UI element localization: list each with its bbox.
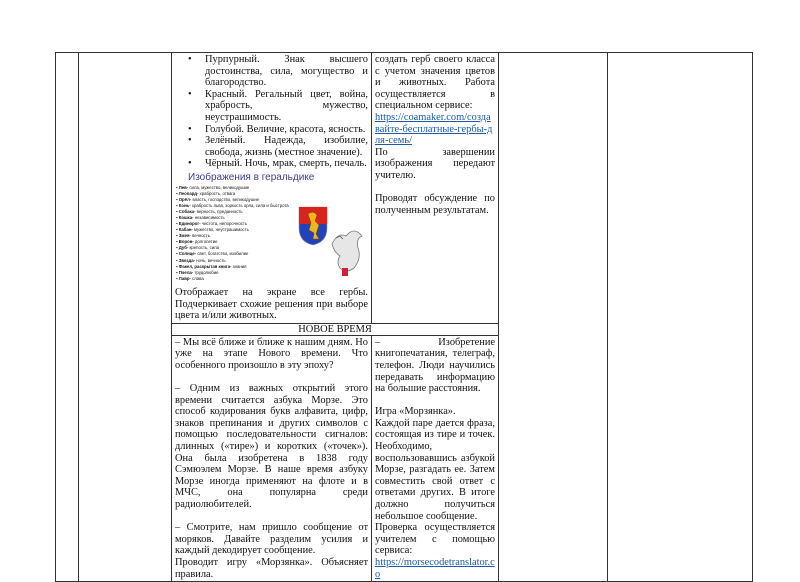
heraldry-list — [176, 185, 289, 282]
student-task-text: создать герб своего класса с учетом значения цветов и животных. Работа осуществляется в специальном сервисе: — [375, 54, 495, 112]
empty-cell — [608, 53, 753, 582]
heraldry-item-meaning: верность, преданность — [195, 209, 243, 215]
student-answer: – Изобретение книгопечатания, телеграф, телефон. Люди научились передавать информацию на большие расстояния. — [375, 336, 495, 395]
heraldry-item-name: Звезда- — [178, 257, 196, 263]
heraldry-item-name: Единорог- — [178, 221, 201, 227]
list-item: • Зелёный. Надежда, изобилие, свобода, жизнь (местное значение). — [205, 135, 368, 158]
lesson-plan-table — [55, 52, 753, 582]
heraldry-item-meaning: слава — [190, 275, 204, 281]
empty-cell — [56, 53, 79, 582]
list-item: • Голубой. Величие, красота, ясность. — [205, 124, 368, 136]
list-item: • Пурпурный. Знак высшего достоинства, сила, могущество и благородство. — [205, 54, 368, 89]
heraldry-item-name: Солнце- — [178, 251, 197, 257]
heraldry-item-meaning: сила, мужество, великодушие — [188, 184, 250, 190]
griffin-icon — [328, 224, 364, 281]
heraldry-item-meaning: независимость — [193, 215, 225, 221]
heraldry-item-name: Дуб- — [178, 245, 189, 251]
teacher-action-text: Отображает на экране все гербы. Подчеркивает схожие решения при выборе цвета и/или животных. — [175, 286, 368, 322]
teacher-action-text: Проводит игру «Морзянка». Объясняет правила. — [175, 557, 368, 580]
heraldry-item-meaning: крепость, сила — [188, 245, 220, 251]
empty-cell — [499, 53, 608, 582]
heraldry-item-meaning: трудолюбие — [193, 269, 219, 275]
heraldry-item-meaning: власть, господство, великодушие — [191, 197, 260, 203]
teacher-cell-bottom — [172, 335, 372, 581]
heraldry-item-name: Лев- — [178, 184, 189, 190]
heraldry-title: Изображения в геральдике — [188, 171, 315, 183]
heraldry-item — [176, 276, 289, 282]
coat-of-arms-icon — [298, 206, 328, 246]
game-rules: Каждой паре дается фраза, состоящая из тире и точек. Необходимо, воспользовавшись азбукой Морзе, разгадать ее. Затем совместить свой ответ с ответами других. В итоге должно получиться небольшое сообщение. — [375, 417, 495, 522]
activity-cell-colors — [172, 53, 372, 324]
heraldry-item-meaning: храбрость, отвага — [198, 190, 236, 196]
teacher-speech: – Мы всё ближе и ближе к нашим дням. Но уже на этапе Нового времени. Что особенного произошло в эту эпоху? — [175, 336, 368, 371]
table-row — [56, 53, 753, 324]
teacher-speech: – Смотрите, нам пришло сообщение от моряков. Давайте разделим усилия и каждый декодирует сообщение. — [175, 522, 368, 557]
heraldry-item-meaning: мужество, неустрашимость — [192, 227, 249, 233]
heraldry-item-meaning: знания — [231, 263, 247, 269]
heraldry-item-name: Кошка- — [178, 215, 194, 221]
heraldry-item-meaning: долголетие — [193, 239, 218, 245]
game-title: Игра «Морзянка». — [375, 406, 456, 418]
color-meaning-list — [175, 54, 368, 170]
heraldry-item-name: Конь- — [178, 203, 191, 209]
heraldry-item-meaning: вечность — [190, 233, 210, 239]
heraldry-item-name: Змея- — [178, 233, 191, 239]
heraldry-item-meaning: чистота, непорочность — [200, 221, 248, 227]
heraldry-item-name: Лавр- — [178, 275, 191, 281]
heraldry-item-name: Кабан- — [178, 227, 193, 233]
heraldry-item-meaning: свет, богатство, изобилие — [196, 251, 249, 257]
heraldry-item-name: Факел, раскрытая книга- — [178, 263, 232, 269]
empty-cell — [79, 53, 172, 582]
heraldry-item-name: Пчела- — [178, 269, 194, 275]
heraldry-image — [176, 172, 366, 286]
coamaker-link[interactable]: https://coamaker.com/создавайте-бесплатные-гербы-для-семь/ — [375, 111, 493, 147]
heraldry-item-name: Собака- — [178, 209, 196, 215]
check-text: Проверка осуществляется учителем с помощью сервиса: — [375, 522, 495, 557]
heraldry-item-meaning: ночь, вечность — [195, 257, 226, 263]
list-item: • Чёрный. Ночь, мрак, смерть, печаль. — [205, 158, 368, 170]
section-header: НОВОЕ ВРЕМЯ — [172, 323, 499, 335]
list-item: • Красный. Регальный цвет, война, храбрость, мужество, неустрашимость. — [205, 89, 368, 124]
student-task-text: По завершении изображения передают учителю. — [375, 146, 495, 181]
heraldry-item-name: Ворон- — [178, 239, 194, 245]
heraldry-item-name: Леопард- — [178, 190, 199, 196]
student-task-text: Проводят обсуждение по полученным результатам. — [375, 193, 495, 216]
morse-translator-link[interactable]: https://morsecodetranslator.co — [375, 557, 495, 580]
heraldry-item-meaning: храбрость льва, зоркость орла, сила и быстрота — [190, 203, 289, 209]
student-cell-bottom — [372, 335, 499, 581]
teacher-speech: – Одним из важных открытий этого времени считается азбука Морзе. Это способ кодирования букв алфавита, цифр, знаков препинания и других символов с помощью последовательности сигналов: длинных («тире») и коротких («точек»). Она была изобретена в 1838 году Сэмюэлем Морзе. В наше время азбуку Морзе иногда применяют на флоте и в МЧС, она популярна среди радиолюбителей. — [175, 383, 368, 511]
student-cell-top — [372, 53, 499, 324]
heraldry-item-name: Орёл- — [178, 197, 192, 203]
